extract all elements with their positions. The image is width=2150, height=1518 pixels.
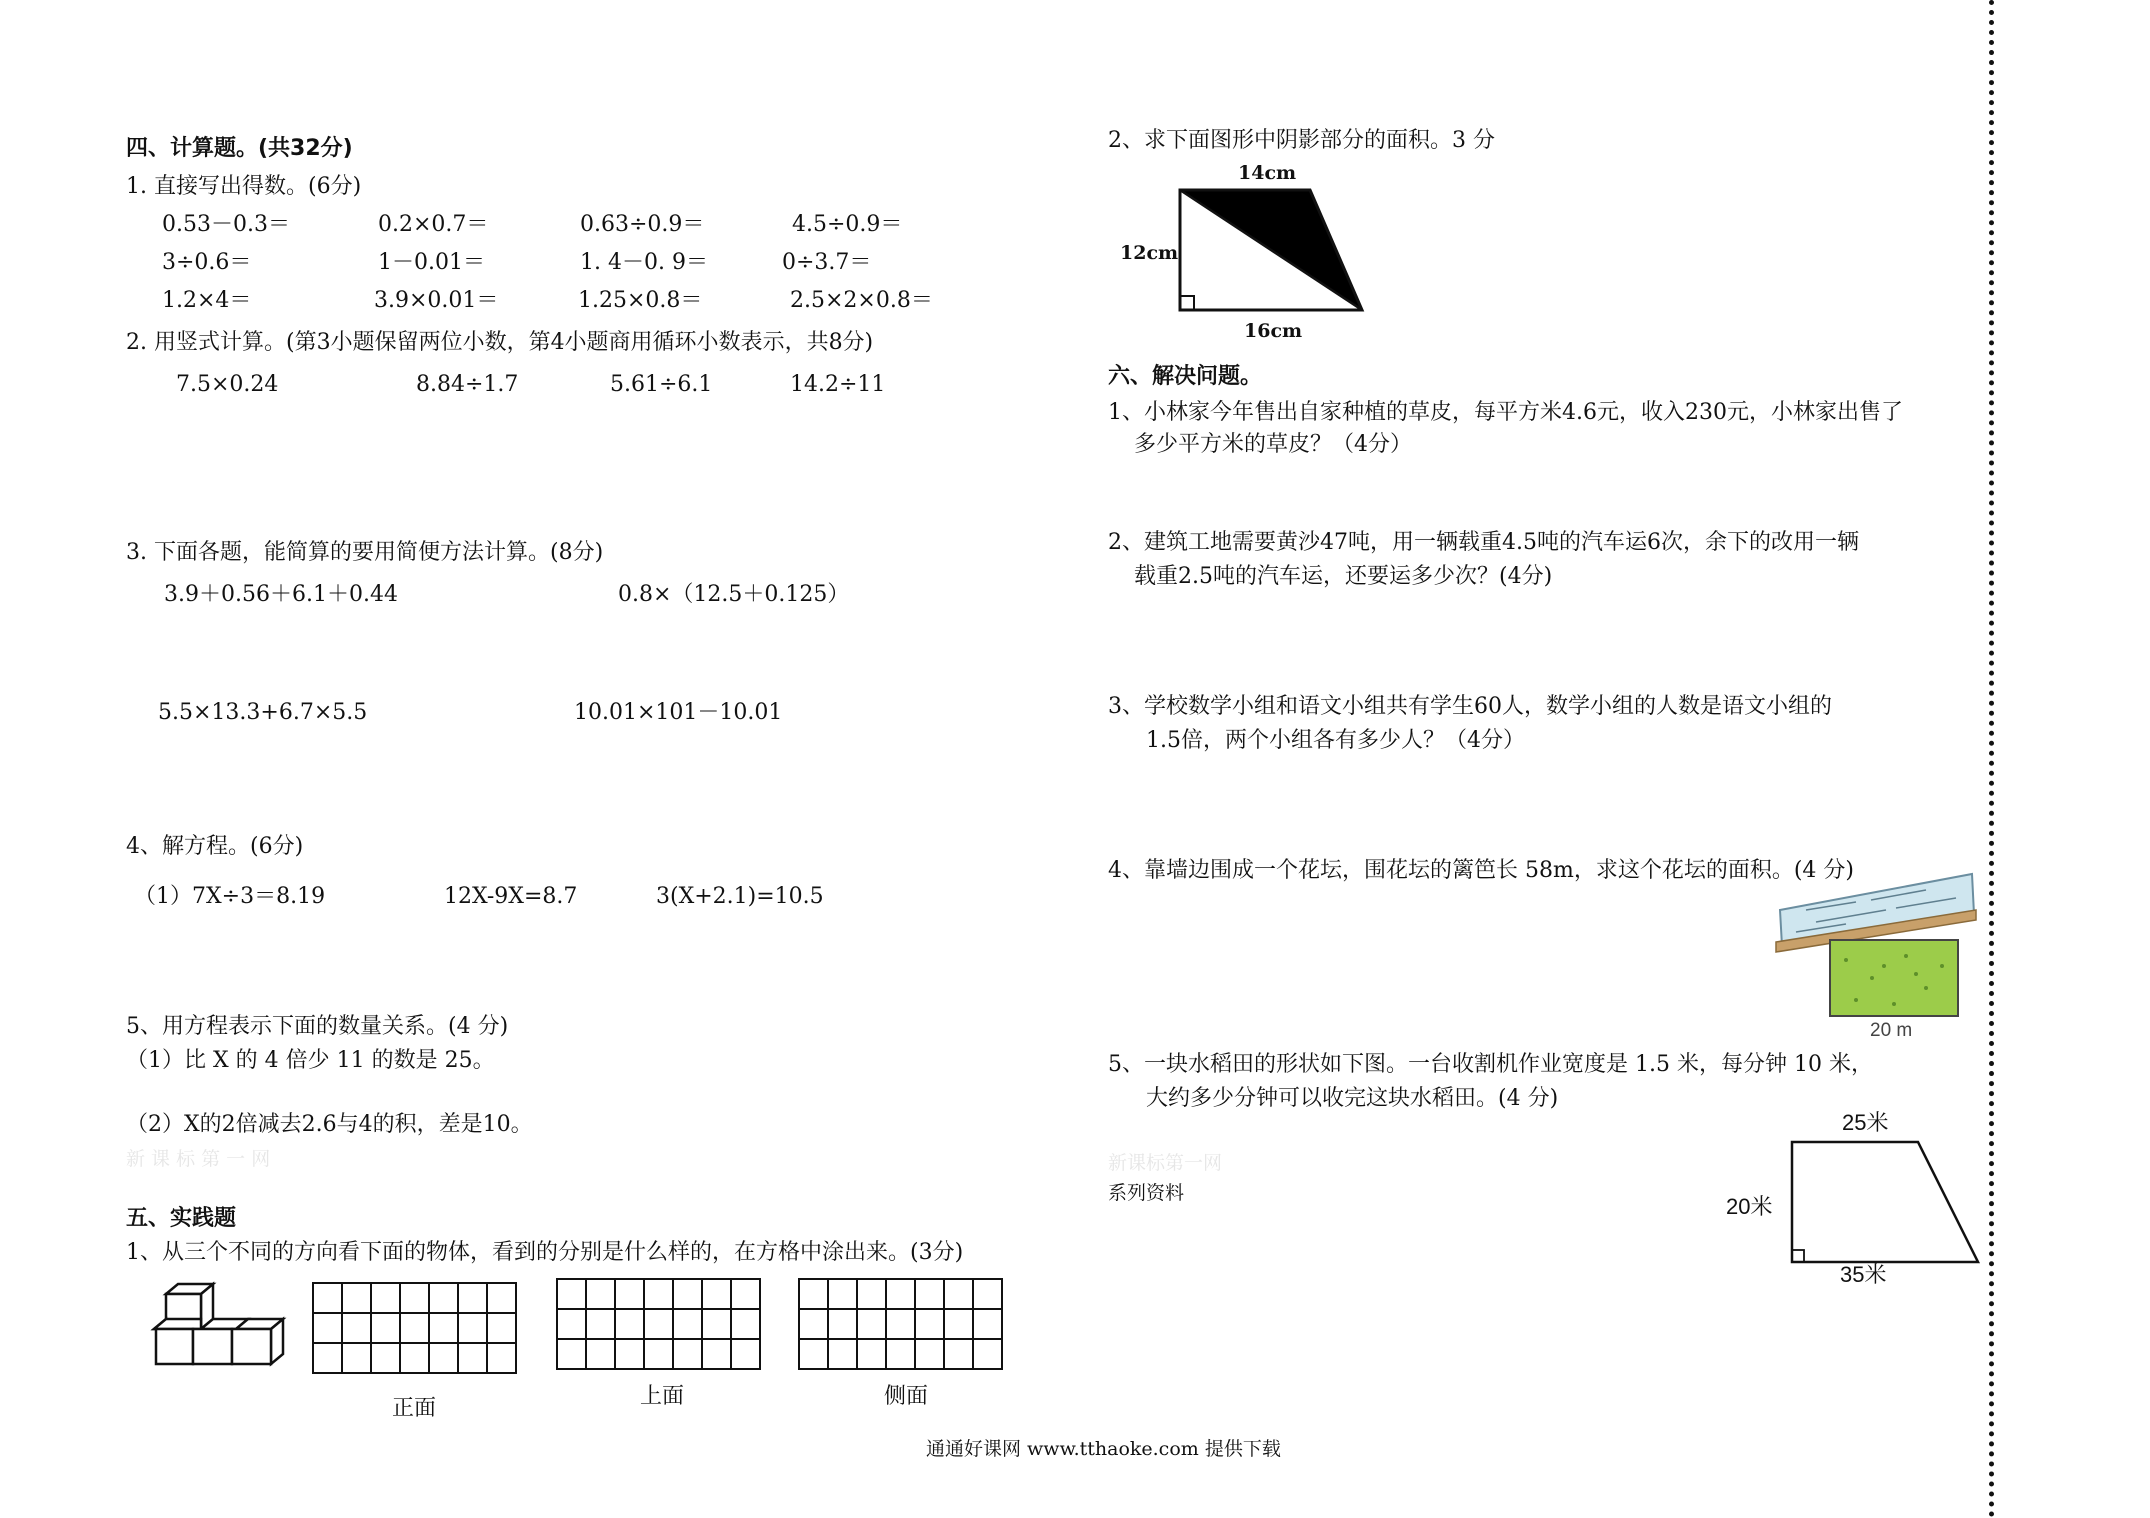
- grid-cell[interactable]: [944, 1279, 973, 1309]
- r-q2-title: 2、求下面图形中阴影部分的面积。3 分: [1108, 128, 1495, 153]
- grid-cell[interactable]: [557, 1339, 586, 1369]
- section-5-title: 五、实践题: [126, 1206, 237, 1231]
- q1-item: 2.5×2×0.8＝: [790, 288, 933, 313]
- q3-item: 3.9＋0.56＋6.1＋0.44: [164, 582, 398, 607]
- grid-cell[interactable]: [731, 1279, 760, 1309]
- q1-title: 1. 直接写出得数。(6分): [126, 174, 362, 199]
- r-p3-line: 1.5倍，两个小组各有多少人？（4分）: [1146, 728, 1525, 753]
- binding-dotted-line: [1989, 0, 1994, 1518]
- grid-cell[interactable]: [487, 1343, 516, 1373]
- q4-item: 3(X+2.1)=10.5: [656, 884, 824, 909]
- grid-cell[interactable]: [673, 1279, 702, 1309]
- grid-cell[interactable]: [673, 1339, 702, 1369]
- grid-cell[interactable]: [557, 1279, 586, 1309]
- q3-item: 10.01×101－10.01: [574, 700, 783, 725]
- grid-cell[interactable]: [400, 1343, 429, 1373]
- q1-item: 3.9×0.01＝: [374, 288, 499, 313]
- grid-cell[interactable]: [828, 1309, 857, 1339]
- grid-cell[interactable]: [557, 1309, 586, 1339]
- q1-item: 1.25×0.8＝: [578, 288, 703, 313]
- grid-cell[interactable]: [429, 1343, 458, 1373]
- grid-cell[interactable]: [400, 1313, 429, 1343]
- r-p1-line: 1、小林家今年售出自家种植的草皮，每平方米4.6元，收入230元，小林家出售了: [1108, 400, 1903, 425]
- grid-cell[interactable]: [702, 1279, 731, 1309]
- watermark-text: 新 课 标 第 一 网: [126, 1148, 271, 1170]
- grid-cell[interactable]: [702, 1339, 731, 1369]
- grid-cell[interactable]: [615, 1339, 644, 1369]
- q1-item: 0.63÷0.9＝: [580, 212, 705, 237]
- grid-cell[interactable]: [458, 1343, 487, 1373]
- q1-item: 0.2×0.7＝: [378, 212, 489, 237]
- q3-item: 0.8×（12.5＋0.125）: [618, 582, 850, 607]
- grid-label-front: 正面: [392, 1396, 437, 1421]
- grid-cell[interactable]: [313, 1313, 342, 1343]
- grid-cell[interactable]: [615, 1309, 644, 1339]
- field-dim-35m: 35米: [1840, 1262, 1887, 1287]
- grid-cell[interactable]: [458, 1283, 487, 1313]
- grid-cell[interactable]: [915, 1309, 944, 1339]
- q2-item: 7.5×0.24: [176, 372, 279, 397]
- grid-cell[interactable]: [673, 1309, 702, 1339]
- grid-cell[interactable]: [400, 1283, 429, 1313]
- grid-cell[interactable]: [857, 1279, 886, 1309]
- q1-item: 0÷3.7＝: [782, 250, 872, 275]
- section-6-title: 六、解决问题。: [1108, 364, 1263, 389]
- grid-cell[interactable]: [731, 1309, 760, 1339]
- grid-side[interactable]: [798, 1278, 1003, 1370]
- grid-cell[interactable]: [313, 1283, 342, 1313]
- grid-cell[interactable]: [886, 1279, 915, 1309]
- q5-line: （2）X的2倍减去2.6与4的积，差是10。: [126, 1112, 533, 1137]
- grid-cell[interactable]: [615, 1279, 644, 1309]
- footer-source[interactable]: 通通好课网 www.tthaoke.com 提供下载: [926, 1438, 1281, 1460]
- grid-cell[interactable]: [371, 1283, 400, 1313]
- grid-cell[interactable]: [313, 1343, 342, 1373]
- grid-cell[interactable]: [586, 1279, 615, 1309]
- grid-cell[interactable]: [586, 1339, 615, 1369]
- grid-cell[interactable]: [731, 1339, 760, 1369]
- grid-cell[interactable]: [586, 1309, 615, 1339]
- grid-cell[interactable]: [342, 1313, 371, 1343]
- grid-cell[interactable]: [644, 1309, 673, 1339]
- grid-cell[interactable]: [857, 1309, 886, 1339]
- grid-cell[interactable]: [371, 1343, 400, 1373]
- q2-item: 14.2÷11: [790, 372, 886, 397]
- r-p2-line: 载重2.5吨的汽车运，还要运多少次？(4分): [1134, 564, 1553, 589]
- field-dim-20m: 20米: [1726, 1194, 1773, 1219]
- grid-cell[interactable]: [973, 1339, 1002, 1369]
- grid-cell[interactable]: [886, 1339, 915, 1369]
- grid-cell[interactable]: [644, 1339, 673, 1369]
- q1-item: 1－0.01＝: [378, 250, 485, 275]
- grid-cell[interactable]: [915, 1339, 944, 1369]
- q4-item: （1）7X÷3＝8.19: [134, 884, 326, 909]
- grid-cell[interactable]: [429, 1313, 458, 1343]
- q5-line: （1）比 X 的 4 倍少 11 的数是 25。: [126, 1048, 495, 1073]
- flowerbed-figure: [1776, 870, 1986, 1020]
- series-label: 系列资料: [1108, 1182, 1185, 1204]
- grid-label-top: 上面: [640, 1384, 685, 1409]
- grid-cell[interactable]: [487, 1283, 516, 1313]
- grid-cell[interactable]: [458, 1313, 487, 1343]
- grid-cell[interactable]: [973, 1279, 1002, 1309]
- grid-cell[interactable]: [371, 1313, 400, 1343]
- field-dim-25m: 25米: [1842, 1110, 1889, 1135]
- watermark-text: 新课标第一网: [1108, 1152, 1223, 1174]
- section-4-title: 四、计算题。(共32分): [126, 136, 353, 161]
- grid-cell[interactable]: [799, 1279, 828, 1309]
- r-p3-line: 3、学校数学小组和语文小组共有学生60人，数学小组的人数是语文小组的: [1108, 694, 1832, 719]
- grid-cell[interactable]: [828, 1279, 857, 1309]
- grid-cell[interactable]: [342, 1283, 371, 1313]
- grid-cell[interactable]: [799, 1339, 828, 1369]
- q1-item: 0.53－0.3＝: [162, 212, 290, 237]
- rice-field-figure: [1780, 1130, 2000, 1270]
- grid-cell[interactable]: [944, 1309, 973, 1339]
- q1-item: 3÷0.6＝: [162, 250, 252, 275]
- grid-cell[interactable]: [828, 1339, 857, 1369]
- r-p2-line: 2、建筑工地需要黄沙47吨，用一辆载重4.5吨的汽车运6次，余下的改用一辆: [1108, 530, 1859, 555]
- q1-item: 1.2×4＝: [162, 288, 252, 313]
- p1-title: 1、从三个不同的方向看下面的物体，看到的分别是什么样的，在方格中涂出来。(3分): [126, 1240, 964, 1265]
- q3-title: 3. 下面各题，能简算的要用简便方法计算。(8分): [126, 540, 604, 565]
- dim-side-12cm: 12cm: [1120, 242, 1179, 264]
- q2-item: 5.61÷6.1: [610, 372, 713, 397]
- grid-cell[interactable]: [973, 1309, 1002, 1339]
- q1-item: 4.5÷0.9＝: [792, 212, 903, 237]
- grid-cell[interactable]: [915, 1279, 944, 1309]
- grid-cell[interactable]: [644, 1279, 673, 1309]
- dim-top-14cm: 14cm: [1238, 162, 1297, 184]
- grid-cell[interactable]: [429, 1283, 458, 1313]
- r-p5-line: 5、一块水稻田的形状如下图。一台收割机作业宽度是 1.5 米，每分钟 10 米，: [1108, 1052, 1873, 1077]
- q2-title: 2. 用竖式计算。(第3小题保留两位小数，第4小题商用循环小数表示，共8分): [126, 330, 874, 355]
- r-p4-line: 4、靠墙边围成一个花坛，围花坛的篱笆长 58m，求这个花坛的面积。(4 分): [1108, 858, 1855, 883]
- q3-item: 5.5×13.3+6.7×5.5: [158, 700, 368, 725]
- cube-stack-figure: [150, 1280, 290, 1380]
- grid-cell[interactable]: [944, 1339, 973, 1369]
- r-p1-line: 多少平方米的草皮？（4分）: [1134, 432, 1412, 457]
- grid-cell[interactable]: [702, 1309, 731, 1339]
- grid-top[interactable]: [556, 1278, 761, 1370]
- q1-item: 1. 4－0. 9＝: [580, 250, 708, 275]
- grid-front[interactable]: [312, 1282, 517, 1374]
- grid-cell[interactable]: [799, 1309, 828, 1339]
- flowerbed-label-20m: 20 m: [1870, 1020, 1913, 1041]
- grid-cell[interactable]: [857, 1339, 886, 1369]
- dim-bottom-16cm: 16cm: [1244, 320, 1303, 342]
- grid-cell[interactable]: [342, 1343, 371, 1373]
- q5-title: 5、用方程表示下面的数量关系。(4 分): [126, 1014, 509, 1039]
- r-p5-line: 大约多少分钟可以收完这块水稻田。(4 分): [1146, 1086, 1559, 1111]
- grid-label-side: 侧面: [884, 1384, 929, 1409]
- q2-item: 8.84÷1.7: [416, 372, 519, 397]
- grid-cell[interactable]: [886, 1309, 915, 1339]
- grid-cell[interactable]: [487, 1313, 516, 1343]
- q4-item: 12X-9X=8.7: [444, 884, 578, 909]
- q4-title: 4、解方程。(6分): [126, 834, 304, 859]
